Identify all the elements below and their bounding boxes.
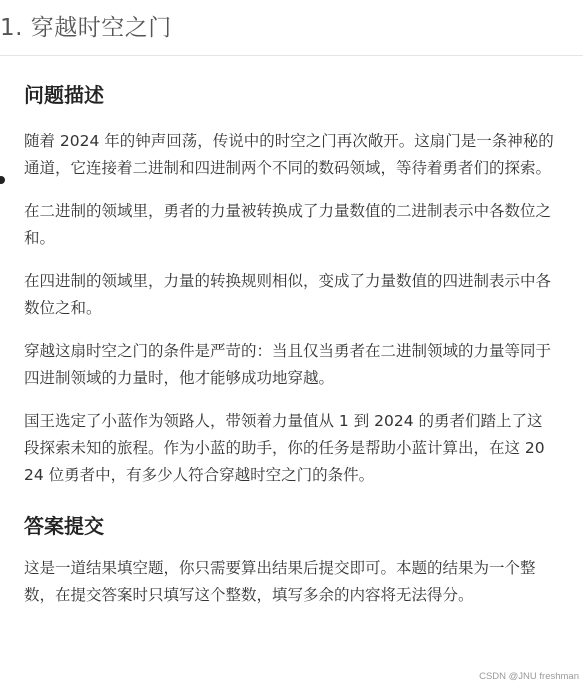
- paragraph-condition: 穿越这扇时空之门的条件是严苛的：当且仅当勇者在二进制领域的力量等同于四进制领域的力量时，他才能够成功地穿越。: [24, 342, 552, 387]
- paragraph-submission: 这是一道结果填空题，你只需要算出结果后提交即可。本题的结果为一个整数，在提交答案时只填写这个整数，填写多余的内容将无法得分。: [24, 559, 536, 604]
- paragraph-binary: 在二进制的领域里，勇者的力量被转换成了力量数值的二进制表示中各数位之和。: [24, 202, 552, 247]
- section-heading-description: 问题描述: [24, 83, 104, 107]
- section-heading-submission: 答案提交: [24, 514, 104, 538]
- paragraph-intro: 随着 2024 年的钟声回荡，传说中的时空之门再次敞开。这扇门是一条神秘的通道，它连接着二进制和四进制两个不同的数码领域，等待着勇者们的探索。: [24, 132, 554, 177]
- paragraph-quaternary: 在四进制的领域里，力量的转换规则相似，变成了力量数值的四进制表示中各数位之和。: [24, 272, 552, 317]
- scroll-indicator-dot: [0, 176, 5, 184]
- paragraph-task: 国王选定了小蓝作为领路人，带领着力量值从 1 到 2024 的勇者们踏上了这段探索未知的旅程。作为小蓝的助手，你的任务是帮助小蓝计算出，在这 2024 位勇者中，有多少人符合穿越时空之门的条件。: [24, 412, 545, 484]
- csdn-watermark: CSDN @JNU freshman: [479, 671, 579, 682]
- title-divider: [0, 55, 583, 56]
- problem-content: [24, 76, 554, 609]
- page-title: 1. 穿越时空之门: [0, 15, 172, 41]
